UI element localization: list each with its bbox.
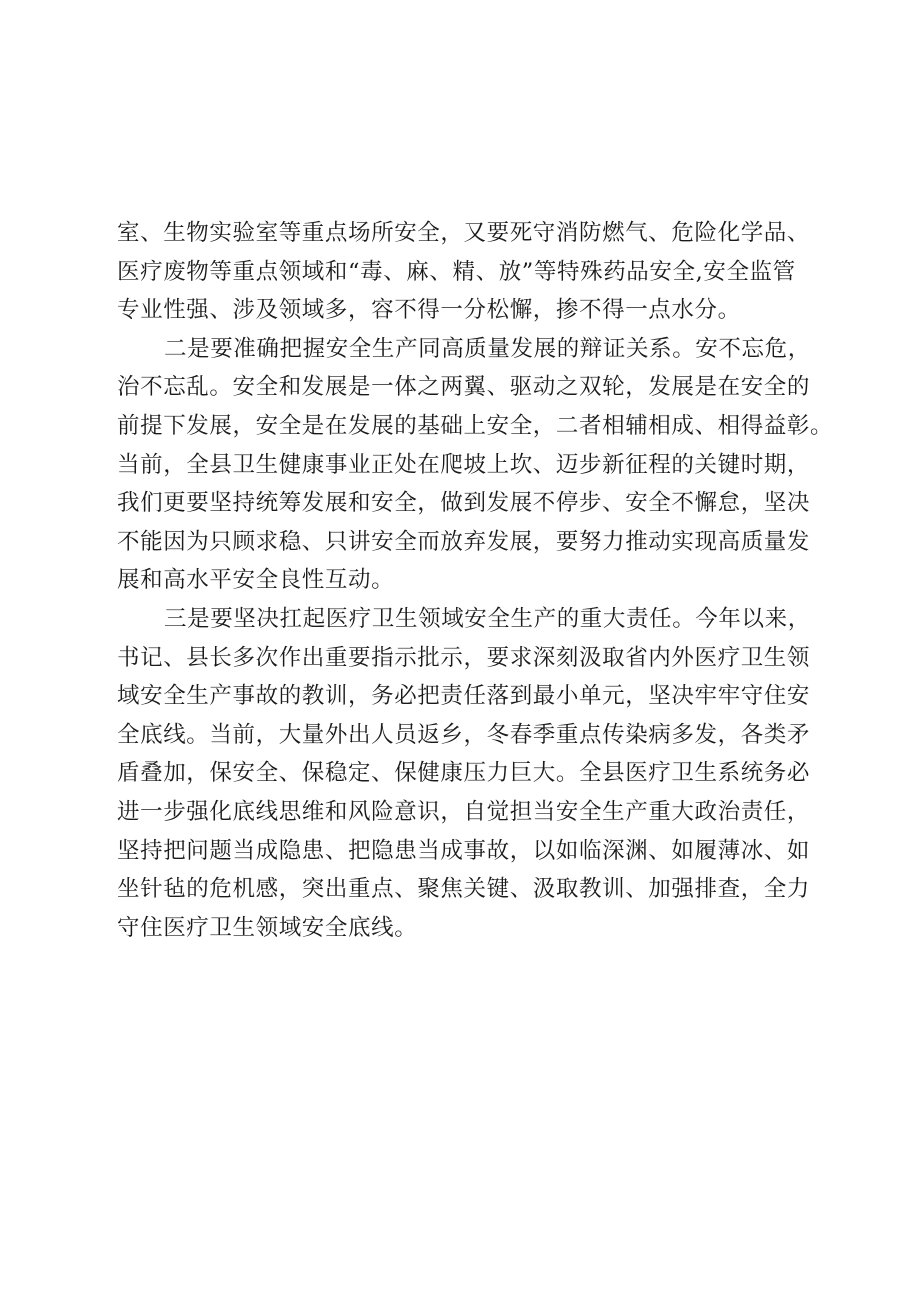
document-body	[117, 214, 837, 947]
text-line: 三是要坚决扛起医疗卫生领域安全生产的重大责任。今年以来，	[164, 605, 811, 632]
text-line: 医疗废物等重点领域和“毒、麻、精、放”等特殊药品安全,安全监管	[117, 258, 796, 285]
paragraph-point-two	[117, 330, 837, 600]
text-line: 治不忘乱。安全和发展是一体之两翼、驱动之双轮，发展是在安全的	[117, 374, 811, 401]
text-line: 前提下发展，安全是在发展的基础上安全，二者相辅相成、相得益彰。	[117, 412, 834, 439]
text-line: 专业性强、涉及领域多，容不得一分松懈，掺不得一点水分。	[117, 297, 741, 324]
text-line: 当前，全县卫生健康事业正处在爬坡上坎、迈步新征程的关键时期，	[117, 451, 811, 478]
text-line: 守住医疗卫生领域安全底线。	[117, 914, 418, 941]
text-line: 坚持把问题当成隐患、把隐患当成事故，以如临深渊、如履薄冰、如	[117, 837, 811, 864]
paragraph-point-three	[117, 600, 837, 947]
text-line: 我们更要坚持统筹发展和安全，做到发展不停步、安全不懈怠，坚决	[117, 490, 811, 517]
paragraph-continuation	[117, 214, 837, 330]
text-line: 域安全生产事故的教训，务必把责任落到最小单元，坚决牢牢守住安	[117, 683, 811, 710]
text-line: 盾叠加，保安全、保稳定、保健康压力巨大。全县医疗卫生系统务必	[117, 760, 811, 787]
text-line: 坐针毡的危机感，突出重点、聚焦关键、汲取教训、加强排查，全力	[117, 876, 811, 903]
text-line: 书记、县长多次作出重要指示批示，要求深刻汲取省内外医疗卫生领	[117, 644, 811, 671]
text-line: 不能因为只顾求稳、只讲安全而放弃发展，要努力推动实现高质量发	[117, 528, 811, 555]
text-line: 室、生物实验室等重点场所安全，又要死守消防燃气、危险化学品、	[117, 220, 811, 246]
text-line: 展和高水平安全良性互动。	[117, 567, 395, 594]
text-line: 全底线。当前，大量外出人员返乡，冬春季重点传染病多发，各类矛	[117, 721, 811, 748]
text-line: 二是要准确把握安全生产同高质量发展的辩证关系。安不忘危，	[164, 335, 811, 362]
text-line: 进一步强化底线思维和风险意识，自觉担当安全生产重大政治责任，	[117, 798, 811, 825]
